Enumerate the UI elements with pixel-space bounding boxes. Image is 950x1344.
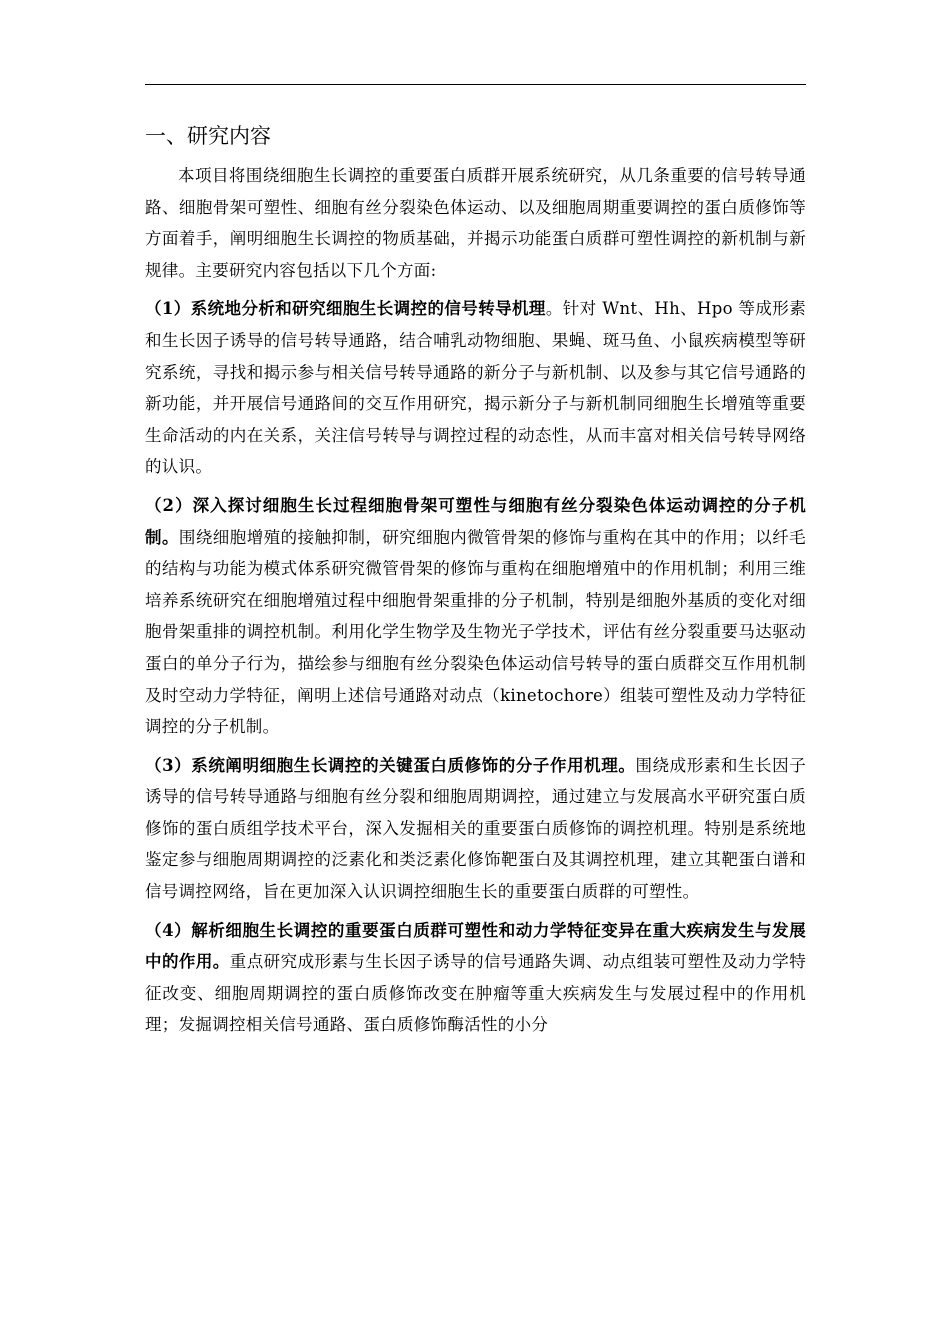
research-item-2-title: （2）深入探讨细胞生长过程细胞骨架可塑性与细胞有丝分裂染色体运动调控的分子机制。 (145, 495, 806, 547)
research-item-1-body: 。针对 Wnt、Hh、Hpo 等成形素和生长因子诱导的信号转导通路，结合哺乳动物细胞、果蝇、斑马鱼、小鼠疾病模型等研究系统，寻找和揭示参与相关信号转导通路的新分子与新机制、以及参与其它信号通路的新功能，并开展信号通路间的交互作用研究，揭示新分子与新机制同细胞生长增殖等重要生命活动的内在关系，关注信号转导与调控过程的动态性，从而丰富对相关信号转导网络的认识。 (145, 299, 807, 477)
intro-paragraph: 本项目将围绕细胞生长调控的重要蛋白质群开展系统研究，从几条重要的信号转导通路、细胞骨架可塑性、细胞有丝分裂染色体运动、以及细胞周期重要调控的蛋白质修饰等方面着手，阐明细胞生长调控的物质基础，并揭示功能蛋白质群可塑性调控的新机制与新规律。主要研究内容包括以下几个方面: (145, 166, 806, 280)
research-item-1 (145, 293, 806, 483)
research-item-2-body: 围绕细胞增殖的接触抑制，研究细胞内微管骨架的修饰与重构在其中的作用；以纤毛的结构与功能为模式体系研究微管骨架的修饰与重构在细胞增殖中的作用机制；利用三维培养系统研究在细胞增殖过程中细胞骨架重排的分子机制，特别是细胞外基质的变化对细胞骨架重排的调控机制。利用化学生物学及生物光子学技术，评估有丝分裂重要马达驱动蛋白的单分子行为，描绘参与细胞有丝分裂染色体运动信号转导的蛋白质群交互作用机制及时空动力学特征，阐明上述信号通路对动点（kinetochore）组装可塑性及动力学特征调控的分子机制。 (145, 527, 806, 737)
research-item-4-body: 重点研究成形素与生长因子诱导的信号通路失调、动点组装可塑性及动力学特征改变、细胞周期调控的蛋白质修饰改变在肿瘤等重大疾病发生与发展过程中的作用机理；发掘调控相关信号通路、蛋白质修饰酶活性的小分 (145, 952, 806, 1035)
research-item-4-title: （4）解析细胞生长调控的重要蛋白质群可塑性和动力学特征变异在重大疾病发生与发展中的作用。 (145, 920, 806, 972)
research-item-4 (145, 915, 806, 1041)
research-item-2 (145, 490, 806, 743)
header-rule (145, 84, 806, 85)
research-item-3 (145, 750, 806, 908)
research-item-3-title: （3）系统阐明细胞生长调控的关键蛋白质修饰的分子作用机理。 (145, 755, 636, 775)
section-research-content (145, 116, 806, 1041)
research-item-3-body: 围绕成形素和生长因子诱导的信号转导通路与细胞有丝分裂和细胞周期调控，通过建立与发展高水平研究蛋白质修饰的蛋白质组学技术平台，深入发掘相关的重要蛋白质修饰的调控机理。特别是系统地鉴定参与细胞周期调控的泛素化和类泛素化修饰靶蛋白及其调控机理，建立其靶蛋白谱和信号调控网络，旨在更加深入认识调控细胞生长的重要蛋白质群的可塑性。 (145, 755, 806, 902)
research-item-1-title: （1）系统地分析和研究细胞生长调控的信号转导机理 (145, 299, 546, 319)
section-heading: 一、研究内容 (145, 124, 271, 148)
